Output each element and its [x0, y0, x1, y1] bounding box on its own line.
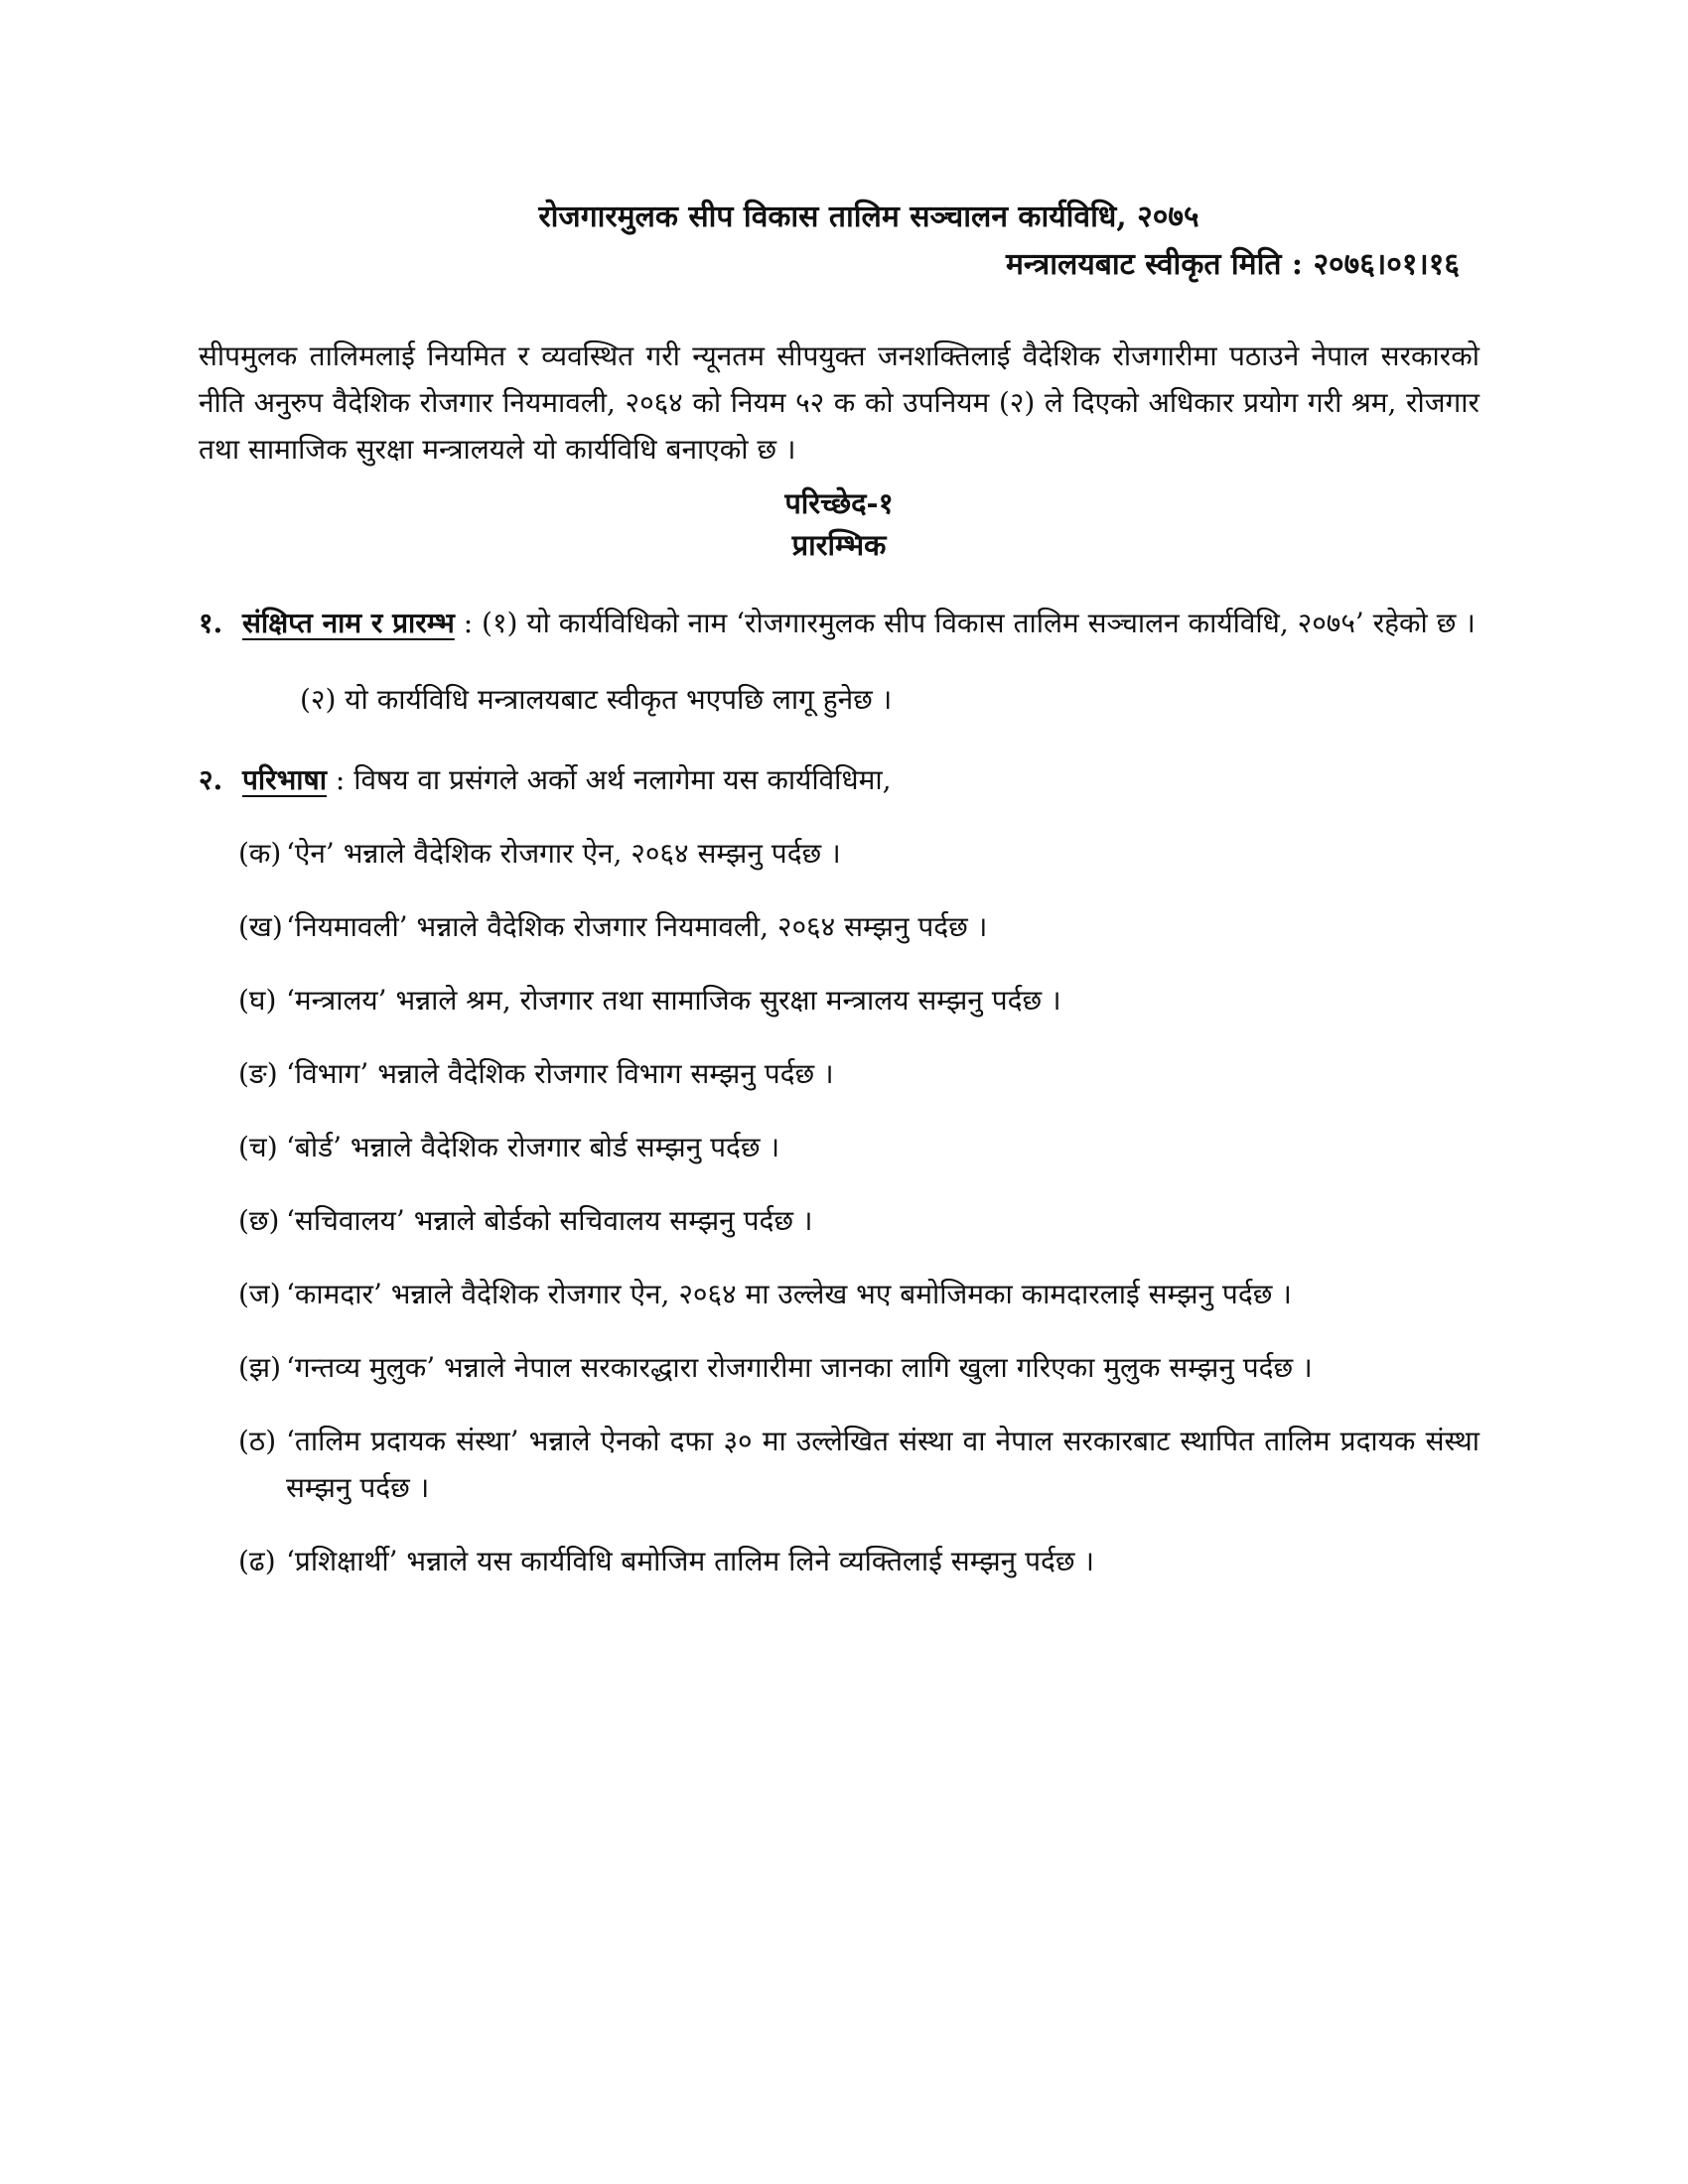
- section-number: २.: [199, 763, 223, 796]
- document-page: [199, 194, 1479, 2169]
- document-title: रोजगारमुलक सीप विकास तालिम सञ्चालन कार्यविधि, २०७५: [538, 200, 1199, 234]
- definition-item: [199, 1344, 1479, 1391]
- definition-label: (ठ): [238, 1425, 277, 1457]
- definition-item: [199, 1197, 1479, 1244]
- definition-text: ‘प्रशिक्षार्थी’ भन्नाले यस कार्यविधि बमोजिम तालिम लिने व्यक्तिलाई सम्झनु पर्दछ ।: [286, 1545, 1095, 1577]
- definition-text: ‘बोर्ड’ भन्नाले वैदेशिक रोजगार बोर्ड सम्झनु पर्दछ ।: [286, 1131, 780, 1163]
- section-1-subclause-2: (२) यो कार्यविधि मन्त्रालयबाट स्वीकृत भएपछि लागू हुनेछ ।: [300, 683, 893, 716]
- definition-item: [199, 1050, 1479, 1097]
- section-heading: परिभाषा: [242, 763, 327, 796]
- definition-text: ‘ऐन’ भन्नाले वैदेशिक रोजगार ऐन, २०६४ सम्झनु पर्दछ ।: [286, 837, 841, 870]
- definition-text: ‘विभाग’ भन्नाले वैदेशिक रोजगार विभाग सम्झनु पर्दछ ।: [286, 1057, 834, 1090]
- definition-label: (ख): [238, 910, 283, 943]
- definition-text: ‘नियमावली’ भन्नाले वैदेशिक रोजगार नियमावली, २०६४ सम्झनु पर्दछ ।: [286, 910, 988, 943]
- section-number: १.: [199, 607, 223, 639]
- section-heading: संक्षिप्त नाम र प्रारम्भ: [242, 607, 455, 639]
- definition-item: [199, 977, 1479, 1024]
- preamble-paragraph: सीपमुलक तालिमलाई नियमित र व्यवस्थित गरी न्यूनतम सीपयुक्त जनशक्तिलाई वैदेशिक रोजगारीमा पठाउने नेपाल सरकारको नीति अनुरुप वैदेशिक रोजगार नियमावली, २०६४ को नियम ५२ क को उपनियम (२) ले दिएको अधिकार प्रयोग गरी श्रम, रोजगार तथा सामाजिक सुरक्षा मन्त्रालयले यो कार्यविधि बनाएको छ ।: [199, 340, 1479, 466]
- section-text: : विषय वा प्रसंगले अर्को अर्थ नलागेमा यस कार्यविधिमा,: [326, 763, 892, 796]
- definition-label: (च): [238, 1131, 278, 1163]
- definition-item: [199, 903, 1479, 950]
- section-1: [199, 600, 1479, 646]
- definition-item: [199, 1418, 1479, 1511]
- definition-item: [199, 1124, 1479, 1170]
- approval-date: मन्त्रालयबाट स्वीकृत मिति : २०७६।०१।१६: [1005, 247, 1460, 282]
- definition-label: (ढ): [238, 1545, 276, 1577]
- definition-text: ‘कामदार’ भन्नाले वैदेशिक रोजगार ऐन, २०६४ मा उल्लेख भए बमोजिमका कामदारलाई सम्झनु पर्दछ ।: [286, 1278, 1292, 1310]
- section-text: : (१) यो कार्यविधिको नाम ‘रोजगारमुलक सीप विकास तालिम सञ्चालन कार्यविधि, २०७५’ रहेको छ ।: [454, 607, 1476, 639]
- definition-label: (छ): [238, 1204, 280, 1237]
- definition-label: (घ): [238, 984, 277, 1017]
- chapter-title: प्रारम्भिक: [791, 528, 887, 562]
- definition-label: (झ): [238, 1351, 282, 1384]
- definition-label: (ज): [238, 1278, 281, 1310]
- definition-label: (क): [238, 837, 282, 870]
- definition-text: ‘तालिम प्रदायक संस्था’ भन्नाले ऐनको दफा ३० मा उल्लेखित संस्था वा नेपाल सरकारबाट स्थापित तालिम प्रदायक संस्था सम्झनु पर्दछ ।: [286, 1425, 1479, 1504]
- definition-item: [199, 830, 1479, 877]
- chapter-heading: परिच्छेद-१: [784, 486, 894, 520]
- definition-text: ‘गन्तव्य मुलुक’ भन्नाले नेपाल सरकारद्धारा रोजगारीमा जानका लागि खुला गरिएका मुलुक सम्झनु पर्दछ ।: [286, 1351, 1313, 1384]
- definition-text: ‘सचिवालय’ भन्नाले बोर्डको सचिवालय सम्झनु पर्दछ ।: [286, 1204, 813, 1237]
- definition-label: (ङ): [238, 1057, 278, 1090]
- definition-item: [199, 1271, 1479, 1317]
- section-2: [199, 756, 1479, 803]
- definition-text: ‘मन्त्रालय’ भन्नाले श्रम, रोजगार तथा सामाजिक सुरक्षा मन्त्रालय सम्झनु पर्दछ ।: [286, 984, 1061, 1017]
- definition-item: [199, 1538, 1479, 1584]
